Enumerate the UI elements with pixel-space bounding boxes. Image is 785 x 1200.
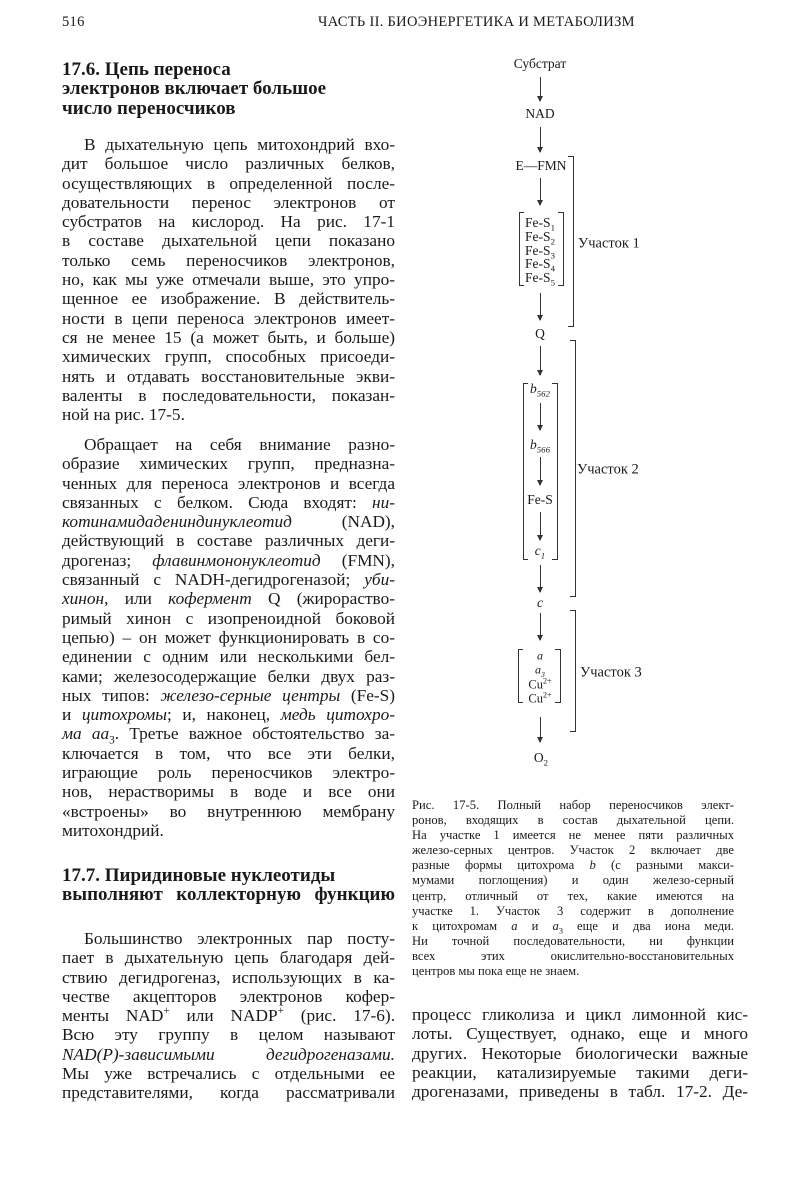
arrow-icon: [540, 77, 541, 101]
text-segment: уби-: [364, 570, 395, 590]
text-line: центр, отличный от тех, какие имеются на: [412, 888, 734, 903]
text-segment: +: [163, 1005, 170, 1018]
text-line: [412, 858, 734, 873]
text-line: Большинство электронных пар посту-: [84, 929, 395, 948]
text-segment: или: [108, 589, 169, 609]
arrow-icon: [540, 565, 541, 592]
text-line: только семь переносчиков электронов,: [62, 250, 395, 270]
segment-3-bracket: [570, 610, 576, 732]
bracket-right: [555, 649, 561, 703]
subscript: 4: [550, 263, 555, 274]
arrow-icon: [540, 346, 541, 375]
text-segment: . Третье важное обстоятельство за-: [114, 724, 395, 744]
text-segment: b: [589, 858, 596, 873]
segment-2-bracket: [570, 340, 576, 597]
text-line: мумами поглощения) и один железо-серный: [412, 873, 734, 888]
subscript: 566: [536, 444, 550, 455]
paragraph-continuation: [412, 1005, 748, 1101]
node-fe-s: Fe-S: [527, 492, 553, 507]
text-line: Ни точной последовательности, ни функции: [412, 933, 734, 948]
text-line: участке 1. Участок 3 содержит в дополнение: [412, 903, 734, 918]
text-segment: (рис. 17-6).: [283, 1006, 396, 1026]
text-line: валенты в последовательности, показан-: [62, 385, 395, 405]
text-line: но, как мы уже отмечали выше, это упро-: [62, 270, 395, 290]
text-line: В дыхательную цепь митохондрий вхо-: [84, 135, 395, 154]
subscript: 3: [541, 669, 545, 679]
node-cu-2: [528, 692, 551, 707]
text-segment: Q (жирораство-: [251, 589, 395, 609]
text-line: лоты. Существует, однако, еще и много: [412, 1024, 748, 1044]
text-line: ченных для переноса электронов и всегда: [62, 473, 395, 493]
text-line: ронов, входящих в состав дыхательной цепи.: [412, 813, 734, 828]
arrow-icon: [540, 178, 541, 205]
heading-line: число переносчиков: [62, 97, 236, 119]
text-line: центров мы пока еще не знаем.: [412, 964, 580, 979]
text-segment: ; и, наконец,: [166, 705, 281, 725]
text-line: честве акцепторов электронов кофер-: [62, 986, 395, 1006]
text-line: ключается в том, что все эти белки,: [62, 743, 395, 763]
bracket-left: [519, 212, 524, 286]
text-line: представителями, когда рассматривали: [62, 1083, 395, 1103]
label: Fe-S: [525, 229, 551, 244]
text-line: единении с одним или несколькими бел-: [62, 647, 395, 667]
text-line: митохондрий.: [62, 820, 164, 840]
text-line: процесс гликолиза и цикл лимонной кис-: [412, 1005, 748, 1024]
text-line: субстратов на кислород. На рис. 17-1: [62, 212, 395, 232]
text-segment: и: [517, 918, 553, 933]
text-line: ности в цепи переноса электронов имеет-: [62, 308, 395, 328]
text-line: ками; железосодержащие белки двух раз-: [62, 666, 395, 686]
arrow-icon: [540, 293, 541, 320]
text-line: дрогеназами, приведены в табл. 17-2. Де-: [412, 1082, 748, 1102]
superscript: 2+: [542, 676, 552, 686]
text-line: щенное ее изображение. В действитель-: [62, 289, 395, 309]
label: b: [530, 437, 537, 452]
running-title: ЧАСТЬ II. БИОЭНЕРГЕТИКА И МЕТАБОЛИЗМ: [318, 14, 635, 30]
text-line: дит большое число различных белков,: [62, 154, 395, 174]
arrow-icon: [540, 127, 541, 152]
text-segment: дрогеназ;: [62, 550, 153, 570]
subscript: 2: [543, 757, 549, 768]
text-line: довательности перенос электронов от: [62, 192, 395, 212]
label: O: [533, 750, 544, 765]
figure-caption: [412, 798, 734, 979]
text-line: реакции, катализируемые такими деги-: [412, 1062, 748, 1082]
label: Fe-S: [525, 270, 551, 285]
node-a: a: [537, 648, 543, 663]
arrow-icon: [540, 717, 541, 742]
text-segment: еще и два иона меди.: [562, 918, 734, 933]
heading-line: электронов включает большое: [62, 78, 327, 100]
label: c: [534, 543, 541, 558]
text-line: римый хинон с изопреноидной боковой: [62, 608, 395, 628]
node-b562: [530, 381, 550, 397]
text-line: осуществляющих в определенной после-: [62, 173, 395, 193]
bracket-left: [523, 383, 528, 560]
text-segment: связанный с NADH-дегидрогеназой;: [62, 570, 365, 590]
text-segment: 3: [109, 734, 115, 747]
text-line: играющие роль переносчиков электро-: [62, 763, 395, 783]
text-line: Рис. 17-5. Полный набор переносчиков элект-: [412, 798, 734, 812]
segment-2-label: Участок 2: [577, 461, 639, 478]
text-segment: или NADP: [169, 1006, 278, 1026]
arrow-icon: [540, 457, 541, 485]
text-segment: a: [552, 918, 559, 933]
text-line: Мы уже встречались с отдельными ее: [62, 1064, 395, 1084]
text-line: ствию дегидрогеназ, использующих в ка-: [62, 967, 395, 987]
arrow-icon: [540, 512, 541, 540]
arrow-icon: [540, 403, 541, 430]
text-segment: и: [62, 705, 82, 725]
node-q: Q: [535, 326, 545, 341]
text-line: образие химических групп, предназна-: [62, 454, 395, 474]
heading-line: 17.7. Пиридиновые нуклеотиды: [62, 865, 336, 886]
text-segment: цитохромы: [81, 705, 167, 725]
label: Fe-S: [525, 243, 551, 258]
segment-3-label: Участок 3: [580, 664, 642, 681]
text-line: действующий в составе различных деги-: [62, 531, 395, 551]
text-segment: флавинмононуклеотид: [152, 550, 321, 570]
text-line: химических групп, способных присоеди-: [62, 347, 395, 367]
label: Cu: [528, 677, 543, 692]
text-segment: (NAD),: [291, 512, 395, 532]
text-segment: хинон,: [62, 589, 109, 609]
text-segment: ма аа: [62, 724, 110, 744]
text-segment: связанных с белком. Сюда входят:: [62, 492, 373, 512]
bracket-left: [518, 649, 523, 703]
text-segment: a: [511, 918, 518, 933]
text-segment: разные формы цитохрома: [412, 858, 590, 873]
section-heading-17-7: [62, 866, 395, 905]
page-number: 516: [62, 14, 85, 30]
text-line: всех этих окислительно-восстановительных: [412, 948, 734, 963]
heading-line: выполняют коллекторную функцию: [62, 884, 395, 906]
node-nad: NAD: [525, 106, 555, 121]
label: Fe-S: [525, 215, 551, 230]
bracket-right: [558, 212, 564, 286]
label: Fe-S: [525, 256, 551, 271]
text-segment: +: [277, 1005, 284, 1018]
text-line: в составе дыхательной цепи показано: [62, 231, 395, 251]
label: a: [535, 662, 542, 677]
text-line: [62, 1006, 395, 1025]
segment-1-label: Участок 1: [578, 235, 640, 252]
text-line: «встроены» во внутреннюю мембрану: [62, 801, 395, 821]
text-line: ной на рис. 17-5.: [62, 405, 185, 425]
subscript: 562: [536, 388, 550, 399]
label: b: [530, 381, 537, 396]
bracket-right: [552, 383, 558, 560]
paragraph-3: [62, 929, 395, 1103]
node-fe-s-5: [525, 270, 555, 286]
node-a3: [535, 663, 545, 678]
label: Cu: [528, 691, 543, 706]
text-segment: (Fe-S): [340, 685, 395, 705]
node-e-fmn: E—FMN: [515, 158, 567, 173]
text-line: пает в дыхательную цепь благодаря дей-: [62, 948, 395, 968]
text-segment: ни-: [372, 492, 395, 512]
text-segment: NAD(P)-зависимыми дегидрогеназами.: [62, 1044, 395, 1064]
text-line: [412, 919, 734, 934]
subscript: 1: [540, 550, 546, 561]
text-line: нов, нерастворимы в воде и все они: [62, 782, 395, 802]
segment-1-bracket: [568, 156, 574, 327]
text-segment: кофермент: [168, 589, 252, 609]
node-c: c: [537, 595, 543, 610]
subscript: 3: [550, 250, 555, 261]
node-c1: [535, 543, 545, 559]
subscript: 5: [550, 277, 555, 288]
text-segment: к цитохромам: [412, 918, 512, 933]
node-o2: [534, 750, 548, 766]
text-segment: медь цитохро-: [280, 705, 395, 725]
text-line: других. Некоторые биологически важные: [412, 1043, 748, 1063]
heading-line: 17.6. Цепь переноса: [62, 59, 231, 80]
text-segment: менты NAD: [62, 1006, 164, 1026]
subscript: 2: [550, 236, 555, 247]
text-line: цепью) – он может функционировать в со-: [62, 627, 395, 647]
text-segment: ных типов:: [62, 685, 161, 705]
text-line: нять и отдавать восстановительные экви-: [62, 366, 395, 386]
text-line: Обращает на себя внимание разно-: [84, 435, 395, 454]
arrow-icon: [540, 613, 541, 640]
text-segment: котинамидадениндинуклеотид: [62, 512, 292, 532]
text-segment: 3: [558, 926, 563, 936]
text-segment: (FMN),: [320, 550, 395, 570]
text-line: железо-серных центров. Участок 2 включает две: [412, 843, 734, 858]
text-line: [62, 1045, 395, 1064]
superscript: 2+: [542, 690, 552, 700]
text-segment: (с разными макси-: [595, 858, 734, 873]
node-b566: [530, 437, 550, 453]
text-segment: железо-серные центры: [160, 685, 341, 705]
text-line: ся не менее 15 (а может быть, и больше): [62, 327, 395, 347]
node-substrate: Субстрат: [513, 56, 567, 71]
text-line: Всю эту группу в целом называют: [62, 1025, 395, 1045]
text-line: На участке 1 имеется не менее пяти различных: [412, 828, 734, 843]
subscript: 1: [550, 222, 555, 233]
